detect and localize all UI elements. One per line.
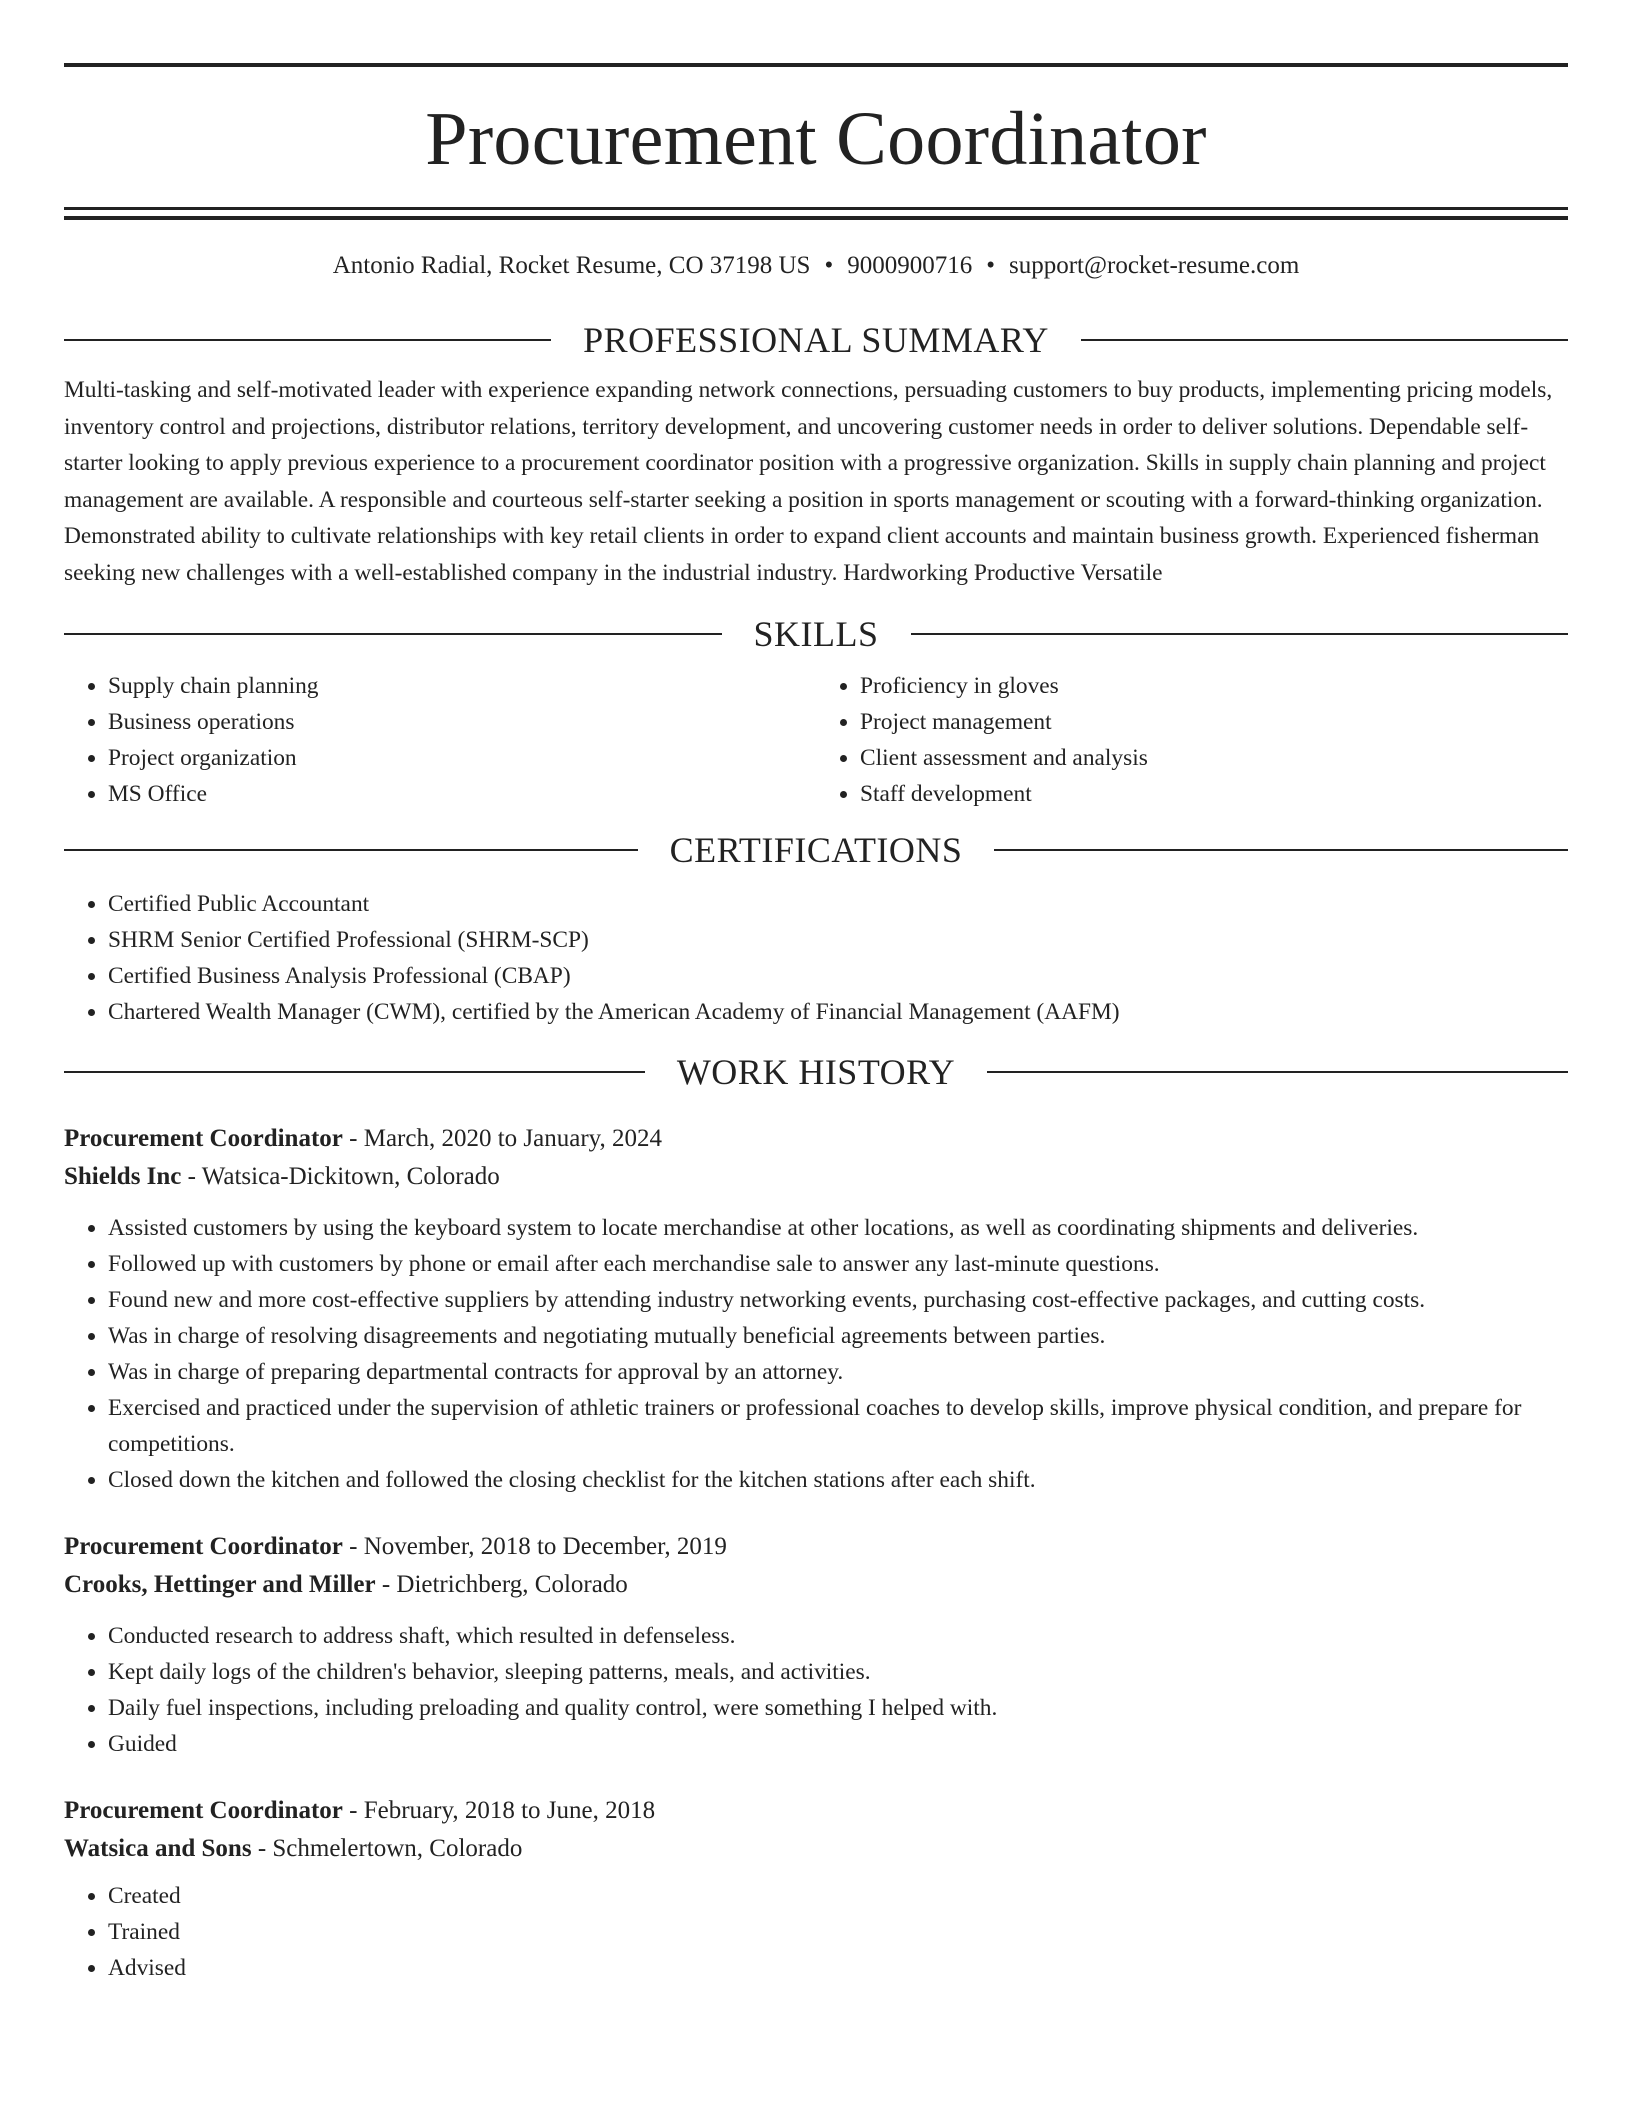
summary-text: Multi-tasking and self-motivated leader with experience expanding network connections, persuading customers to buy products, implementing pricing models, inventory control and projections, distributor relations, territory development, and uncovering customer needs in order to deliver solutions. Dependable self-starter looking to apply previous experience to a procurement coordinator position with a progressive organization. Skills in supply chain planning and project management are available. A responsible and courteous self-starter seeking a position in sports management or scouting with a forward-thinking organization. Demonstrated ability to cultivate relationships with key retail clients in order to expand client accounts and maintain business growth. Experienced fisherman seeking new challenges with a well-established company in the industrial industry. Hardworking Productive Versatile bbox=[64, 377, 1553, 586]
job-bullet: • Kept daily logs of the children's behavior, sleeping patterns, meals, and activities. bbox=[108, 1654, 1568, 1690]
section-rule bbox=[1081, 339, 1568, 341]
certification-item: • Certified Public Accountant bbox=[108, 886, 1568, 922]
section-rule bbox=[64, 849, 638, 851]
job-bullet: • Followed up with customers by phone or email after each merchandise sale to answer any last-minute questions. bbox=[108, 1246, 1568, 1282]
contact-email[interactable]: support@rocket-resume.com bbox=[1008, 252, 1300, 279]
section-title: CERTIFICATIONS bbox=[669, 829, 963, 870]
resume-page bbox=[64, 0, 1568, 1986]
job-company-line bbox=[64, 1830, 1568, 1868]
skill-item: • Supply chain planning bbox=[108, 668, 816, 704]
skills-column-left bbox=[64, 668, 816, 812]
skill-item: • Business operations bbox=[108, 704, 816, 740]
job-bullet: • Created bbox=[108, 1878, 1568, 1914]
job-bullets bbox=[64, 1878, 1568, 1986]
contact-line bbox=[64, 250, 1568, 282]
section-rule bbox=[64, 1071, 645, 1073]
job-dates: - November, 2018 to December, 2019 bbox=[342, 1532, 727, 1560]
job-company: Shields Inc bbox=[64, 1162, 182, 1190]
job-bullet: • Exercised and practiced under the supervision of athletic trainers or professional coaches to develop skills, improve physical condition, and prepare for competitions. bbox=[108, 1390, 1568, 1462]
job-company: Watsica and Sons bbox=[64, 1834, 252, 1862]
job-entry bbox=[64, 1120, 1568, 1498]
section-rule bbox=[994, 849, 1568, 851]
section-rule bbox=[64, 633, 722, 635]
certification-item: • Chartered Wealth Manager (CWM), certified by the American Academy of Financial Management (AAFM) bbox=[108, 994, 1568, 1030]
job-bullet: • Advised bbox=[108, 1950, 1568, 1986]
job-bullet: • Assisted customers by using the keyboard system to locate merchandise at other locations, as well as coordinating shipments and deliveries. bbox=[108, 1210, 1568, 1246]
job-title-line bbox=[64, 1792, 1568, 1830]
contact-separator: • bbox=[986, 252, 995, 279]
page-title: Procurement Coordinator bbox=[425, 97, 1207, 181]
job-entry bbox=[64, 1528, 1568, 1762]
section-title: WORK HISTORY bbox=[676, 1051, 956, 1092]
job-company-line bbox=[64, 1566, 1568, 1604]
section-title: SKILLS bbox=[753, 613, 879, 654]
title-double-rule bbox=[64, 207, 1568, 220]
job-title: Procurement Coordinator bbox=[64, 1124, 343, 1152]
job-title: Procurement Coordinator bbox=[64, 1796, 343, 1824]
certification-item: • SHRM Senior Certified Professional (SHRM-SCP) bbox=[108, 922, 1568, 958]
section-rule bbox=[64, 339, 551, 341]
skill-item: • Project management bbox=[860, 704, 1568, 740]
job-company: Crooks, Hettinger and Miller bbox=[64, 1570, 376, 1598]
job-bullet: • Guided bbox=[108, 1726, 1568, 1762]
skill-item: • Project organization bbox=[108, 740, 816, 776]
job-bullet: • Trained bbox=[108, 1914, 1568, 1950]
job-bullet: • Was in charge of preparing departmental contracts for approval by an attorney. bbox=[108, 1354, 1568, 1390]
job-location: - Watsica-Dickitown, Colorado bbox=[181, 1162, 500, 1190]
section-rule bbox=[987, 1071, 1568, 1073]
contact-separator: • bbox=[824, 252, 834, 279]
job-title-line bbox=[64, 1528, 1568, 1566]
top-rule bbox=[64, 63, 1568, 67]
job-bullet: • Closed down the kitchen and followed the closing checklist for the kitchen stations after each shift. bbox=[108, 1462, 1568, 1498]
section-header-work-history bbox=[64, 1048, 1568, 1096]
job-dates: - March, 2020 to January, 2024 bbox=[342, 1124, 663, 1152]
job-bullets bbox=[64, 1210, 1568, 1498]
section-header-skills bbox=[64, 610, 1568, 658]
section-header-summary bbox=[64, 316, 1568, 364]
job-entry bbox=[64, 1792, 1568, 1986]
job-bullet: • Conducted research to address shaft, which resulted in defenseless. bbox=[108, 1618, 1568, 1654]
skills-list bbox=[64, 668, 1568, 812]
skill-item: • Proficiency in gloves bbox=[860, 668, 1568, 704]
job-company-line bbox=[64, 1158, 1568, 1196]
section-header-certifications bbox=[64, 826, 1568, 874]
job-title: Procurement Coordinator bbox=[64, 1532, 343, 1560]
job-title-line bbox=[64, 1120, 1568, 1158]
certifications-list bbox=[64, 886, 1568, 1030]
skill-item: • Client assessment and analysis bbox=[860, 740, 1568, 776]
section-rule bbox=[911, 633, 1569, 635]
job-location: - Schmelertown, Colorado bbox=[251, 1834, 523, 1862]
section-title: PROFESSIONAL SUMMARY bbox=[583, 320, 1049, 360]
contact-phone: 9000900716 bbox=[847, 252, 973, 279]
job-dates: - February, 2018 to June, 2018 bbox=[342, 1796, 656, 1824]
contact-address: Antonio Radial, Rocket Resume, CO 37198 US bbox=[332, 252, 811, 279]
skill-item: • MS Office bbox=[108, 776, 816, 812]
skills-column-right bbox=[816, 668, 1568, 812]
certification-item: • Certified Business Analysis Professional (CBAP) bbox=[108, 958, 1568, 994]
job-location: - Dietrichberg, Colorado bbox=[375, 1570, 628, 1598]
job-bullet: • Daily fuel inspections, including preloading and quality control, were something I helped with. bbox=[108, 1690, 1568, 1726]
job-bullet: • Was in charge of resolving disagreements and negotiating mutually beneficial agreements between parties. bbox=[108, 1318, 1568, 1354]
skill-item: • Staff development bbox=[860, 776, 1568, 812]
job-bullet: • Found new and more cost-effective suppliers by attending industry networking events, purchasing cost-effective packages, and cutting costs. bbox=[108, 1282, 1568, 1318]
job-bullets bbox=[64, 1618, 1568, 1762]
